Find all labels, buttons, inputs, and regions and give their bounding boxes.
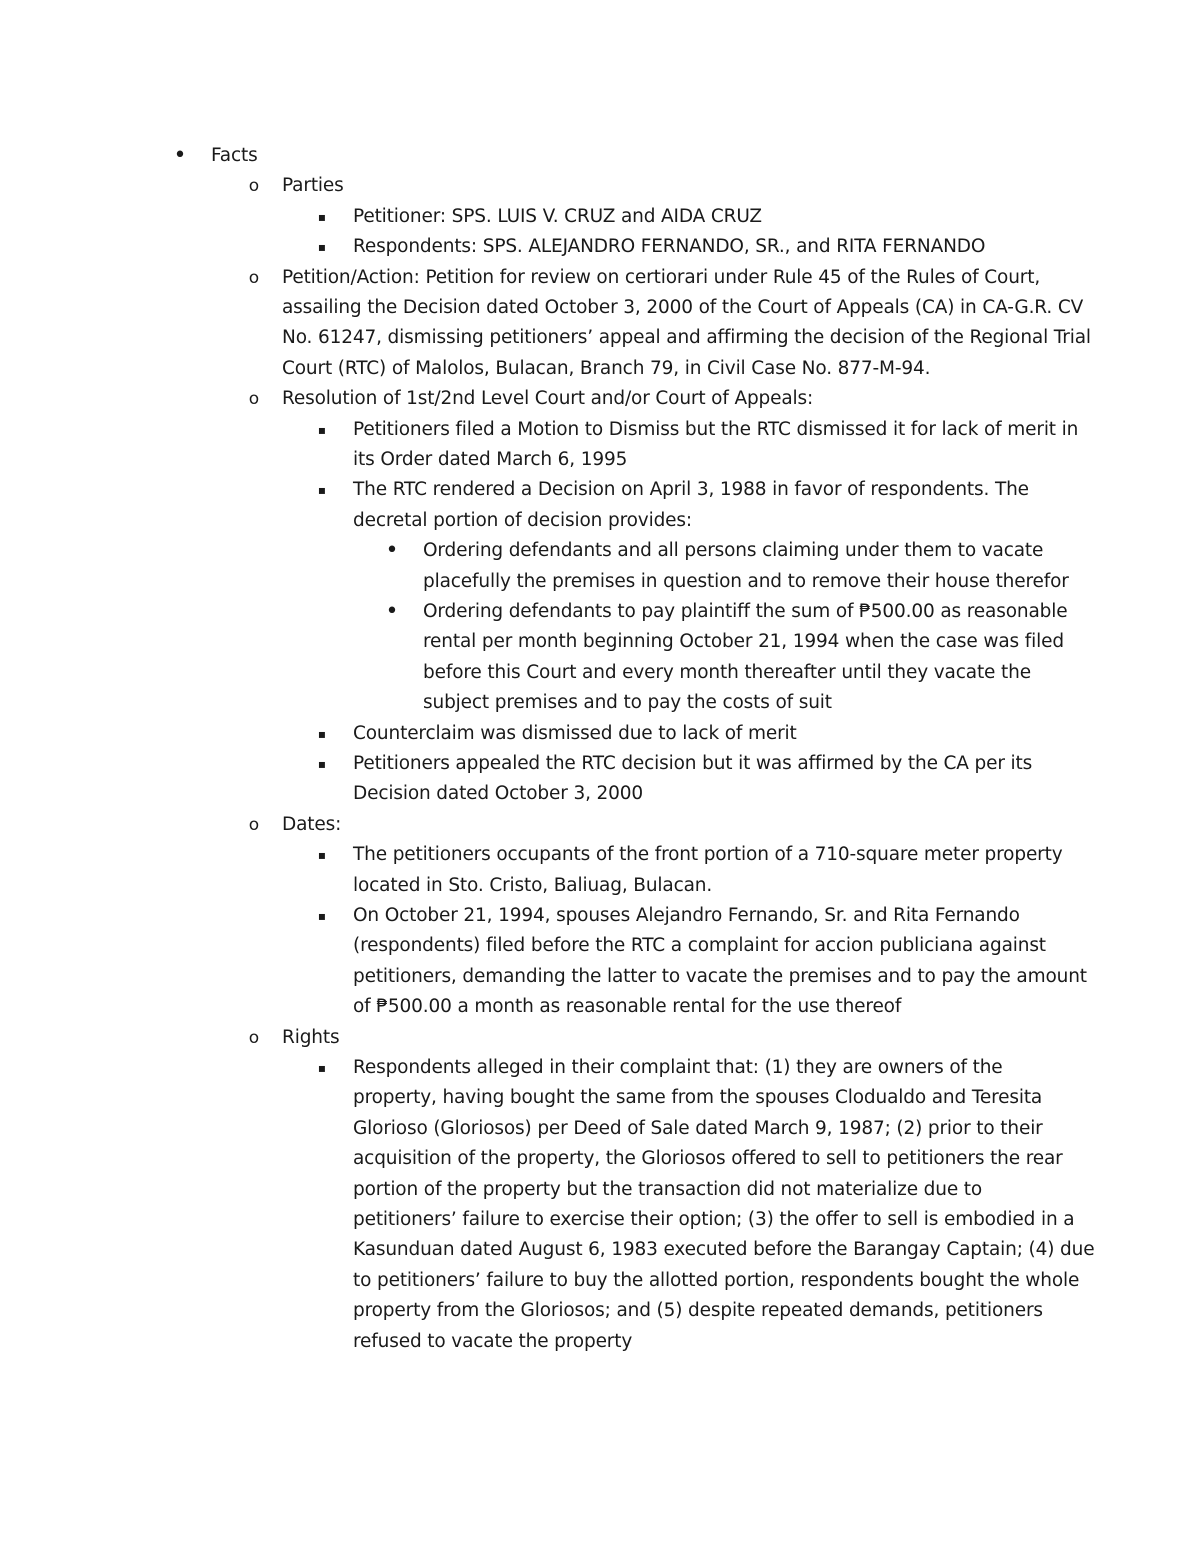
list-item-text: Glorioso (Gloriosos) per Deed of Sale dated March 9, 1987; (2) prior to their [353, 1117, 1043, 1139]
list-item-text: to petitioners’ failure to buy the allotted portion, respondents bought the whole [353, 1269, 1080, 1291]
list-bullet: ▪ [317, 240, 327, 255]
list-item-text: its Order dated March 6, 1995 [353, 449, 628, 470]
list-item-text: Dates: [282, 813, 342, 835]
list-bullet: ▪ [317, 209, 327, 224]
list-item-text: property from the Gloriosos; and (5) despite repeated demands, petitioners [353, 1300, 1043, 1322]
list-item-text: located in Sto. Cristo, Baliuag, Bulacan. [353, 874, 713, 896]
list-item-text: rental per month beginning October 21, 1994 when the case was filed [423, 631, 1064, 653]
list-bullet: ▪ [317, 757, 327, 771]
list-item-text: of ₱500.00 a month as reasonable rental for the use thereof [353, 996, 902, 1018]
list-item-text: Resolution of 1st/2nd Level Court and/or Court of Appeals: [282, 388, 814, 410]
list-item-text: acquisition of the property, the Gloriosos offered to sell to petitioners the rear [353, 1148, 1063, 1170]
list-bullet: o [248, 814, 260, 835]
list-item-text: On October 21, 1994, spouses Alejandro Fernando, Sr. and Rita Fernando [353, 905, 1020, 926]
list-item-text: Rights [282, 1026, 340, 1048]
list-item-text: portion of the property but the transaction did not materialize due to [353, 1178, 983, 1200]
list-item-text: Respondents alleged in their complaint that: (1) they are owners of the [353, 1057, 1003, 1078]
list-item-text: decretal portion of decision provides: [353, 509, 692, 531]
list-item-text: Petitioners appealed the RTC decision but it was affirmed by the CA per its [353, 753, 1033, 774]
list-item-text: Petitioner: SPS. LUIS V. CRUZ and AIDA CRUZ [353, 205, 762, 227]
list-bullet: ▪ [317, 1061, 327, 1075]
list-bullet: ▪ [317, 422, 327, 437]
list-bullet: ▪ [317, 726, 327, 741]
list-bullet: ▪ [317, 483, 327, 498]
list-item-text: Ordering defendants to pay plaintiff the sum of ₱500.00 as reasonable [423, 601, 1068, 622]
list-bullet: ▪ [317, 909, 327, 923]
list-item-text: petitioners, demanding the latter to vacate the premises and to pay the amount [353, 965, 1087, 987]
list-item-text: Decision dated October 3, 2000 [353, 783, 644, 805]
list-item-text: Counterclaim was dismissed due to lack of merit [353, 722, 797, 744]
list-item-text: property, having bought the same from the spouses Clodualdo and Teresita [353, 1087, 1043, 1109]
list-item-text: The petitioners occupants of the front portion of a 710-square meter property [353, 844, 1063, 866]
list-item-text: refused to vacate the property [353, 1330, 633, 1352]
list-bullet: ▪ [317, 848, 327, 863]
list-bullet: o [248, 389, 260, 410]
list-item-text: Petition/Action: Petition for review on certiorari under Rule 45 of the Rules of Court, [282, 266, 1041, 288]
list-bullet: • [385, 599, 399, 624]
list-item-text: petitioners’ failure to exercise their option; (3) the offer to sell is embodied in a [353, 1209, 1075, 1230]
list-item-text: before this Court and every month thereafter until they vacate the [423, 661, 1031, 683]
list-bullet: o [248, 267, 260, 288]
list-item-text: Facts [211, 145, 258, 166]
list-item-text: The RTC rendered a Decision on April 3, 1988 in favor of respondents. The [353, 479, 1029, 501]
list-item-text: Ordering defendants and all persons claiming under them to vacate [423, 540, 1044, 562]
list-item-text: Court (RTC) of Malolos, Bulacan, Branch 79, in Civil Case No. 877-M-94. [282, 357, 931, 379]
list-bullet: • [173, 143, 187, 168]
list-item-text: assailing the Decision dated October 3, 2000 of the Court of Appeals (CA) in CA-G.R. CV [282, 297, 1084, 318]
list-item-text: No. 61247, dismissing petitioners’ appeal and affirming the decision of the Regional Trial [282, 327, 1091, 349]
list-bullet: o [248, 176, 260, 197]
list-item-text: Parties [282, 175, 344, 197]
list-item-text: Respondents: SPS. ALEJANDRO FERNANDO, SR., and RITA FERNANDO [353, 236, 986, 258]
list-item-text: Petitioners filed a Motion to Dismiss but the RTC dismissed it for lack of merit in [353, 418, 1079, 440]
list-item-text: subject premises and to pay the costs of suit [423, 692, 832, 714]
list-item-text: Kasunduan dated August 6, 1983 executed before the Barangay Captain; (4) due [353, 1239, 1095, 1261]
list-item-text: placefully the premises in question and to remove their house therefor [423, 570, 1069, 592]
list-item-text: (respondents) filed before the RTC a complaint for accion publiciana against [353, 935, 1046, 957]
list-bullet: • [385, 538, 399, 564]
list-bullet: o [248, 1027, 260, 1048]
